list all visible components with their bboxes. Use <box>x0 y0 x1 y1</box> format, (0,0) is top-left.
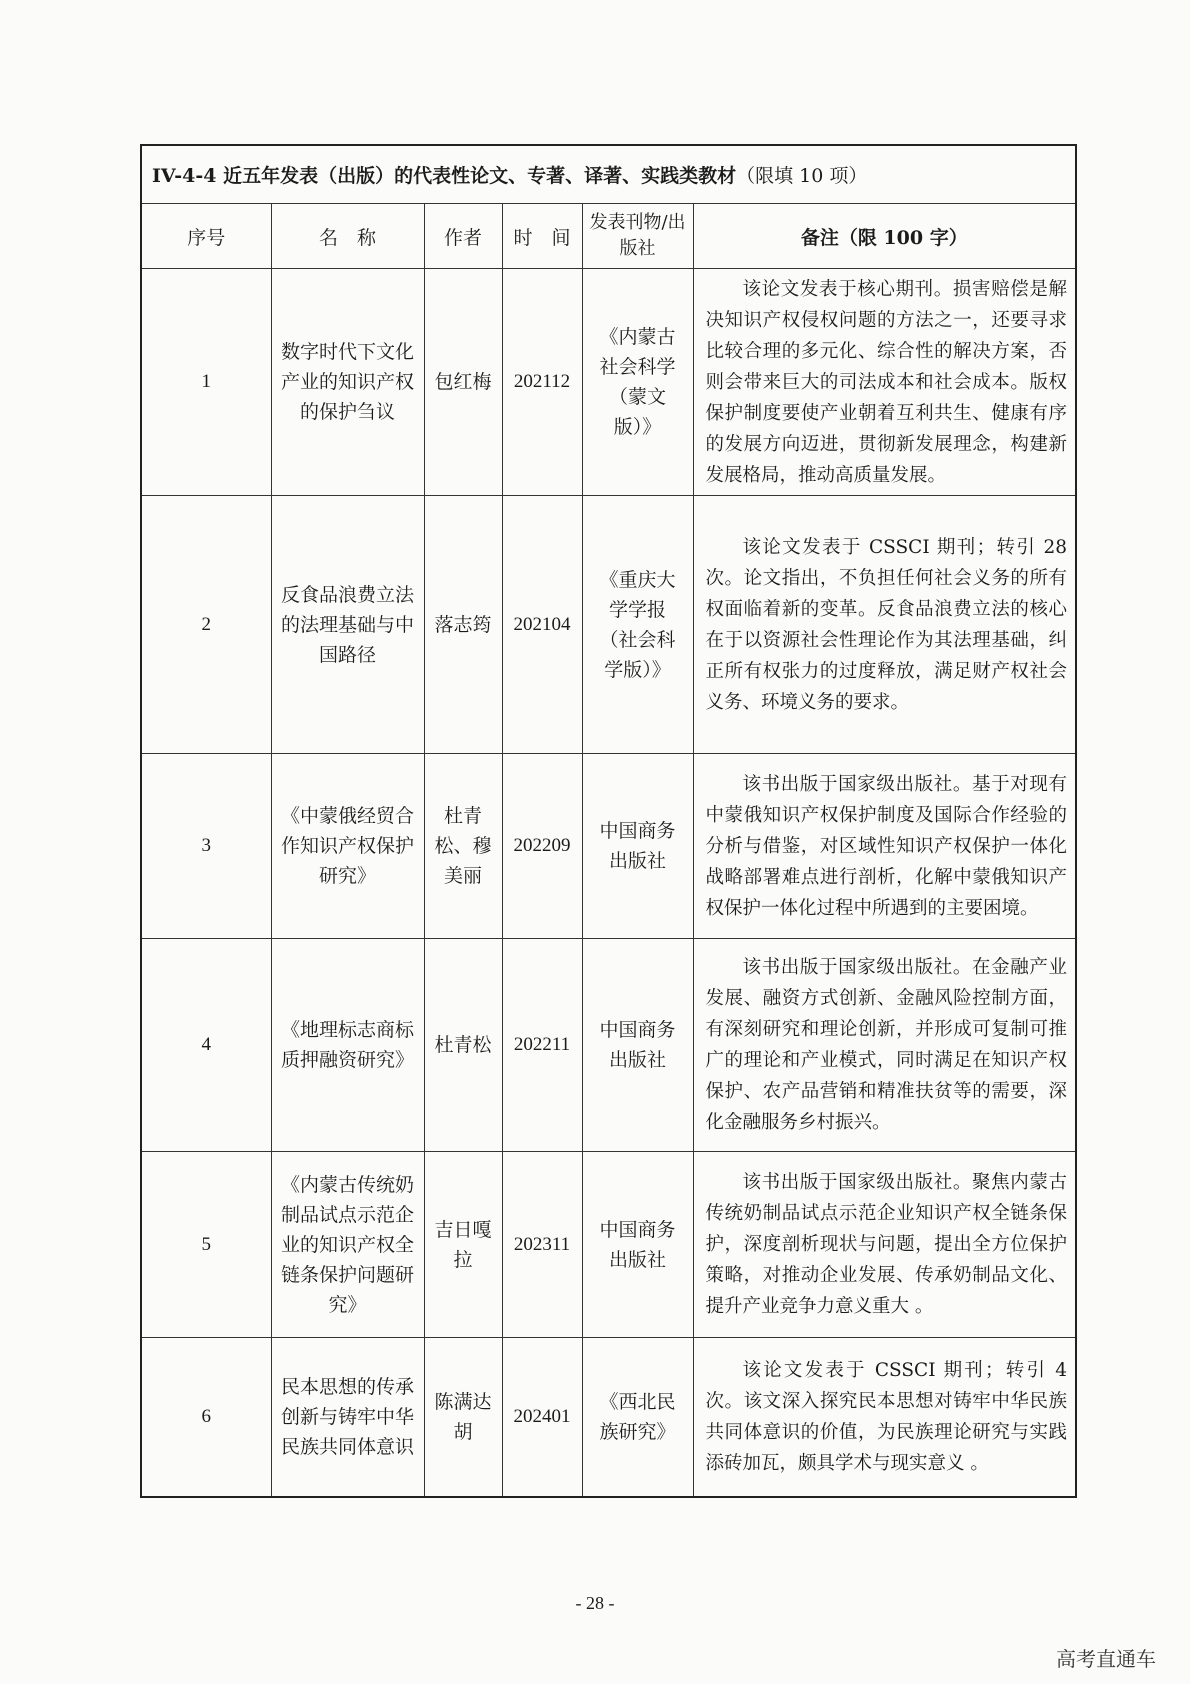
row-publisher: 《西北民族研究》 <box>582 1338 693 1497</box>
row-note: 该论文发表于 CSSCI 期刊；转引 4 次。该文深入探究民本思想对铸牢中华民族共同体意识的价值，为民族理论研究与实践添砖加瓦，颇具学术与现实意义 。 <box>693 1338 1076 1497</box>
row-time: 202209 <box>502 754 582 939</box>
row-author: 落志筠 <box>424 496 502 754</box>
row-time: 202211 <box>502 939 582 1152</box>
header-author: 作者 <box>424 204 502 269</box>
row-time: 202401 <box>502 1338 582 1497</box>
row-author: 陈满达胡 <box>424 1338 502 1497</box>
row-note: 该书出版于国家级出版社。基于对现有中蒙俄知识产权保护制度及国际合作经验的分析与借鉴，对区域性知识产权保护一体化战略部署难点进行剖析，化解中蒙俄知识产权保护一体化过程中所遇到的主要困境。 <box>693 754 1076 939</box>
page-number: - 28 - <box>575 1593 615 1613</box>
table-row <box>141 1338 1076 1497</box>
row-note: 该书出版于国家级出版社。聚焦内蒙古传统奶制品试点示范企业知识产权全链条保护，深度剖析现状与问题，提出全方位保护策略，对推动企业发展、传承奶制品文化、提升产业竞争力意义重大 。 <box>693 1152 1076 1338</box>
row-name: 《地理标志商标质押融资研究》 <box>271 939 424 1152</box>
section-title-row <box>141 145 1076 204</box>
row-time: 202104 <box>502 496 582 754</box>
header-row <box>141 204 1076 269</box>
row-author: 包红梅 <box>424 269 502 496</box>
row-publisher: 《重庆大学学报（社会科学版）》 <box>582 496 693 754</box>
section-title <box>141 145 1076 204</box>
header-time: 时 间 <box>502 204 582 269</box>
header-publisher: 发表刊物/出版社 <box>582 204 693 269</box>
row-index: 6 <box>141 1338 271 1497</box>
row-note: 该论文发表于核心期刊。损害赔偿是解决知识产权侵权问题的方法之一，还要寻求比较合理的多元化、综合性的解决方案，否则会带来巨大的司法成本和社会成本。版权保护制度要使产业朝着互利共生、健康有序的发展方向迈进，贯彻新发展理念，构建新发展格局，推动高质量发展。 <box>693 269 1076 496</box>
watermark-text: 高考直通车 <box>1056 1647 1156 1671</box>
header-note: 备注（限 100 字） <box>693 204 1076 269</box>
row-name: 数字时代下文化产业的知识产权的保护刍议 <box>271 269 424 496</box>
row-note: 该论文发表于 CSSCI 期刊；转引 28 次。论文指出，不负担任何社会义务的所有权面临着新的变革。反食品浪费立法的核心在于以资源社会性理论作为其法理基础，纠正所有权张力的过度释放，满足财产权社会义务、环境义务的要求。 <box>693 496 1076 754</box>
table-row <box>141 939 1076 1152</box>
row-author: 吉日嘎拉 <box>424 1152 502 1338</box>
row-index: 3 <box>141 754 271 939</box>
row-index: 5 <box>141 1152 271 1338</box>
row-publisher: 《内蒙古社会科学（蒙文版）》 <box>582 269 693 496</box>
header-name: 名 称 <box>271 204 424 269</box>
row-name: 民本思想的传承创新与铸牢中华民族共同体意识 <box>271 1338 424 1497</box>
row-index: 4 <box>141 939 271 1152</box>
row-time: 202311 <box>502 1152 582 1338</box>
row-publisher: 中国商务出版社 <box>582 1152 693 1338</box>
table-row <box>141 269 1076 496</box>
table-row <box>141 754 1076 939</box>
works-table <box>140 144 1077 1498</box>
row-time: 202112 <box>502 269 582 496</box>
row-author: 杜青松、穆美丽 <box>424 754 502 939</box>
row-publisher: 中国商务出版社 <box>582 939 693 1152</box>
row-name: 反食品浪费立法的法理基础与中国路径 <box>271 496 424 754</box>
row-note: 该书出版于国家级出版社。在金融产业发展、融资方式创新、金融风险控制方面，有深刻研究和理论创新，并形成可复制可推广的理论和产业模式，同时满足在知识产权保护、农产品营销和精准扶贫等的需要，深化金融服务乡村振兴。 <box>693 939 1076 1152</box>
header-index: 序号 <box>141 204 271 269</box>
row-publisher: 中国商务出版社 <box>582 754 693 939</box>
row-index: 2 <box>141 496 271 754</box>
row-author: 杜青松 <box>424 939 502 1152</box>
section-title-main: IV-4-4 近五年发表（出版）的代表性论文、专著、译著、实践类教材 <box>152 165 737 187</box>
row-index: 1 <box>141 269 271 496</box>
section-title-limit: （限填 10 项） <box>736 165 868 187</box>
table-row <box>141 496 1076 754</box>
table-row <box>141 1152 1076 1338</box>
row-name: 《内蒙古传统奶制品试点示范企业的知识产权全链条保护问题研究》 <box>271 1152 424 1338</box>
row-name: 《中蒙俄经贸合作知识产权保护研究》 <box>271 754 424 939</box>
